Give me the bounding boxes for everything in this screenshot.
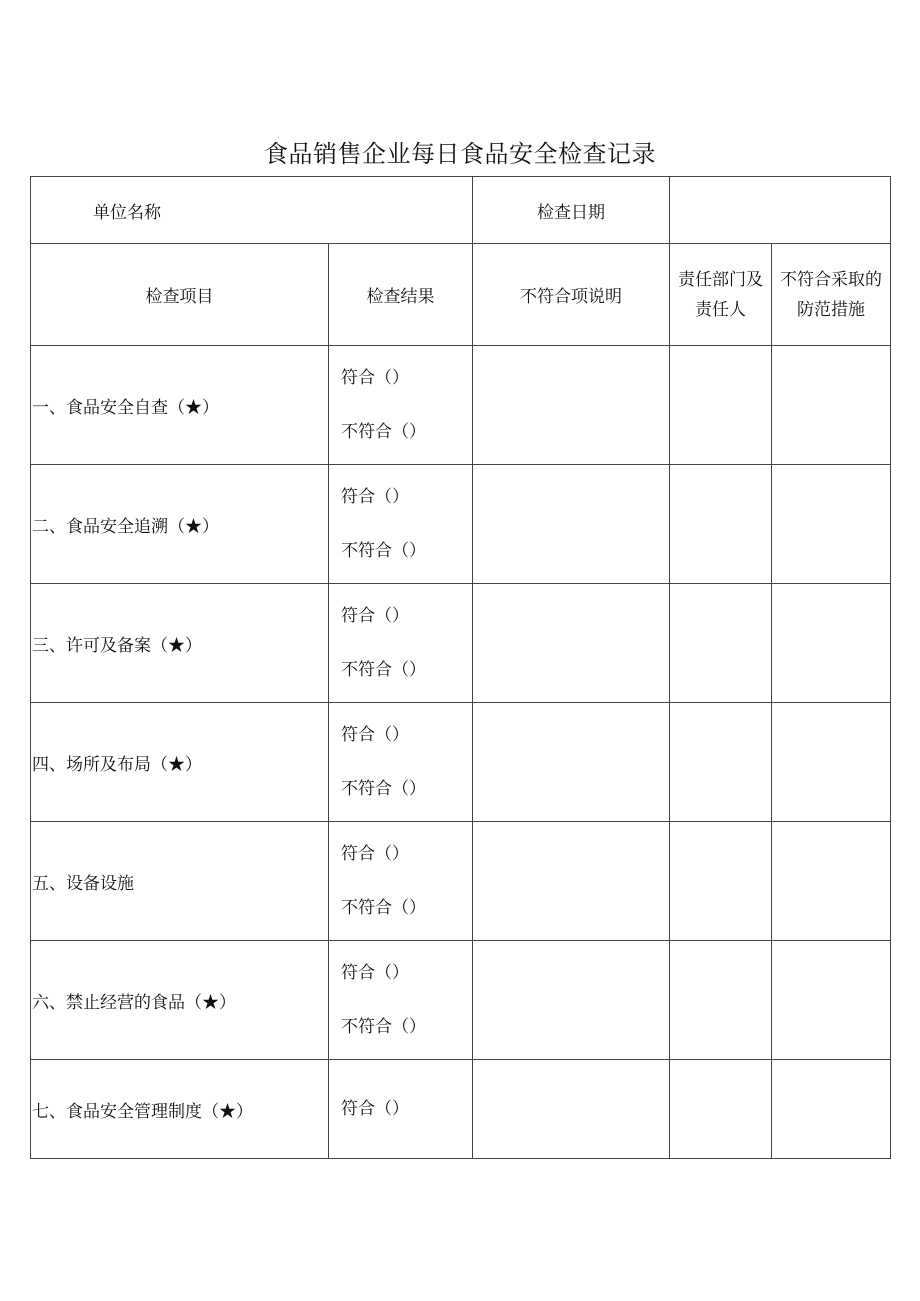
col-header-measures-line1: 不符合采取的 (780, 269, 882, 290)
fail-option[interactable]: 不符合（） (341, 898, 426, 918)
result-cell[interactable] (329, 584, 473, 703)
col-header-result: 检查结果 (329, 244, 473, 346)
fail-option[interactable]: 不符合（） (341, 541, 426, 561)
responsible-cell[interactable] (670, 941, 772, 1060)
header-row (31, 177, 891, 244)
fail-option[interactable]: 不符合（） (341, 779, 426, 799)
fail-option[interactable]: 不符合（） (341, 422, 426, 442)
nonconformity-cell[interactable] (473, 584, 670, 703)
table-row (31, 1060, 891, 1159)
result-cell[interactable] (329, 822, 473, 941)
col-header-responsible-line1: 责任部门及 (678, 269, 763, 290)
responsible-cell[interactable] (670, 346, 772, 465)
result-cell[interactable] (329, 465, 473, 584)
measures-cell[interactable] (772, 703, 891, 822)
check-date-value[interactable] (670, 177, 891, 244)
nonconformity-cell[interactable] (473, 822, 670, 941)
page-title: 食品销售企业每日食品安全检查记录 (264, 140, 656, 168)
item-name: 五、设备设施 (31, 822, 329, 941)
nonconformity-cell[interactable] (473, 465, 670, 584)
responsible-cell[interactable] (670, 822, 772, 941)
responsible-cell[interactable] (670, 584, 772, 703)
fail-option[interactable]: 不符合（） (341, 1017, 426, 1037)
responsible-cell[interactable] (670, 465, 772, 584)
pass-option[interactable]: 符合（） (341, 368, 409, 388)
unit-name-cell[interactable] (31, 177, 473, 244)
unit-name-label: 单位名称 (93, 202, 161, 223)
col-header-responsible-line2: 责任人 (695, 299, 746, 320)
table-row (31, 941, 891, 1060)
nonconformity-cell[interactable] (473, 941, 670, 1060)
pass-option[interactable]: 符合（） (341, 606, 409, 626)
measures-cell[interactable] (772, 1060, 891, 1159)
table-row (31, 703, 891, 822)
table-row (31, 822, 891, 941)
result-cell[interactable] (329, 1060, 473, 1159)
nonconformity-cell[interactable] (473, 703, 670, 822)
item-name: 六、禁止经营的食品（★） (31, 941, 329, 1060)
nonconformity-cell[interactable] (473, 1060, 670, 1159)
col-header-item: 检查项目 (31, 244, 329, 346)
measures-cell[interactable] (772, 822, 891, 941)
responsible-cell[interactable] (670, 703, 772, 822)
pass-option[interactable]: 符合（） (341, 844, 409, 864)
measures-cell[interactable] (772, 346, 891, 465)
measures-cell[interactable] (772, 584, 891, 703)
result-cell[interactable] (329, 941, 473, 1060)
col-header-measures (772, 244, 891, 346)
result-cell[interactable] (329, 346, 473, 465)
item-name: 三、许可及备案（★） (31, 584, 329, 703)
column-header-row (31, 244, 891, 346)
pass-option[interactable]: 符合（） (341, 487, 409, 507)
result-cell[interactable] (329, 703, 473, 822)
pass-option[interactable]: 符合（） (341, 725, 409, 745)
measures-cell[interactable] (772, 465, 891, 584)
table-row (31, 584, 891, 703)
item-name: 四、场所及布局（★） (31, 703, 329, 822)
item-name: 七、食品安全管理制度（★） (31, 1060, 329, 1159)
item-name: 二、食品安全追溯（★） (31, 465, 329, 584)
nonconformity-cell[interactable] (473, 346, 670, 465)
pass-option[interactable]: 符合（） (341, 963, 409, 983)
table-row (31, 465, 891, 584)
table-row (31, 346, 891, 465)
col-header-nonconformity: 不符合项说明 (473, 244, 670, 346)
item-name: 一、食品安全自查（★） (31, 346, 329, 465)
check-date-label: 检查日期 (473, 177, 670, 244)
measures-cell[interactable] (772, 941, 891, 1060)
col-header-responsible (670, 244, 772, 346)
fail-option[interactable]: 不符合（） (341, 660, 426, 680)
pass-option[interactable]: 符合（） (341, 1099, 409, 1119)
responsible-cell[interactable] (670, 1060, 772, 1159)
inspection-table (30, 176, 891, 1159)
col-header-measures-line2: 防范措施 (797, 299, 865, 320)
